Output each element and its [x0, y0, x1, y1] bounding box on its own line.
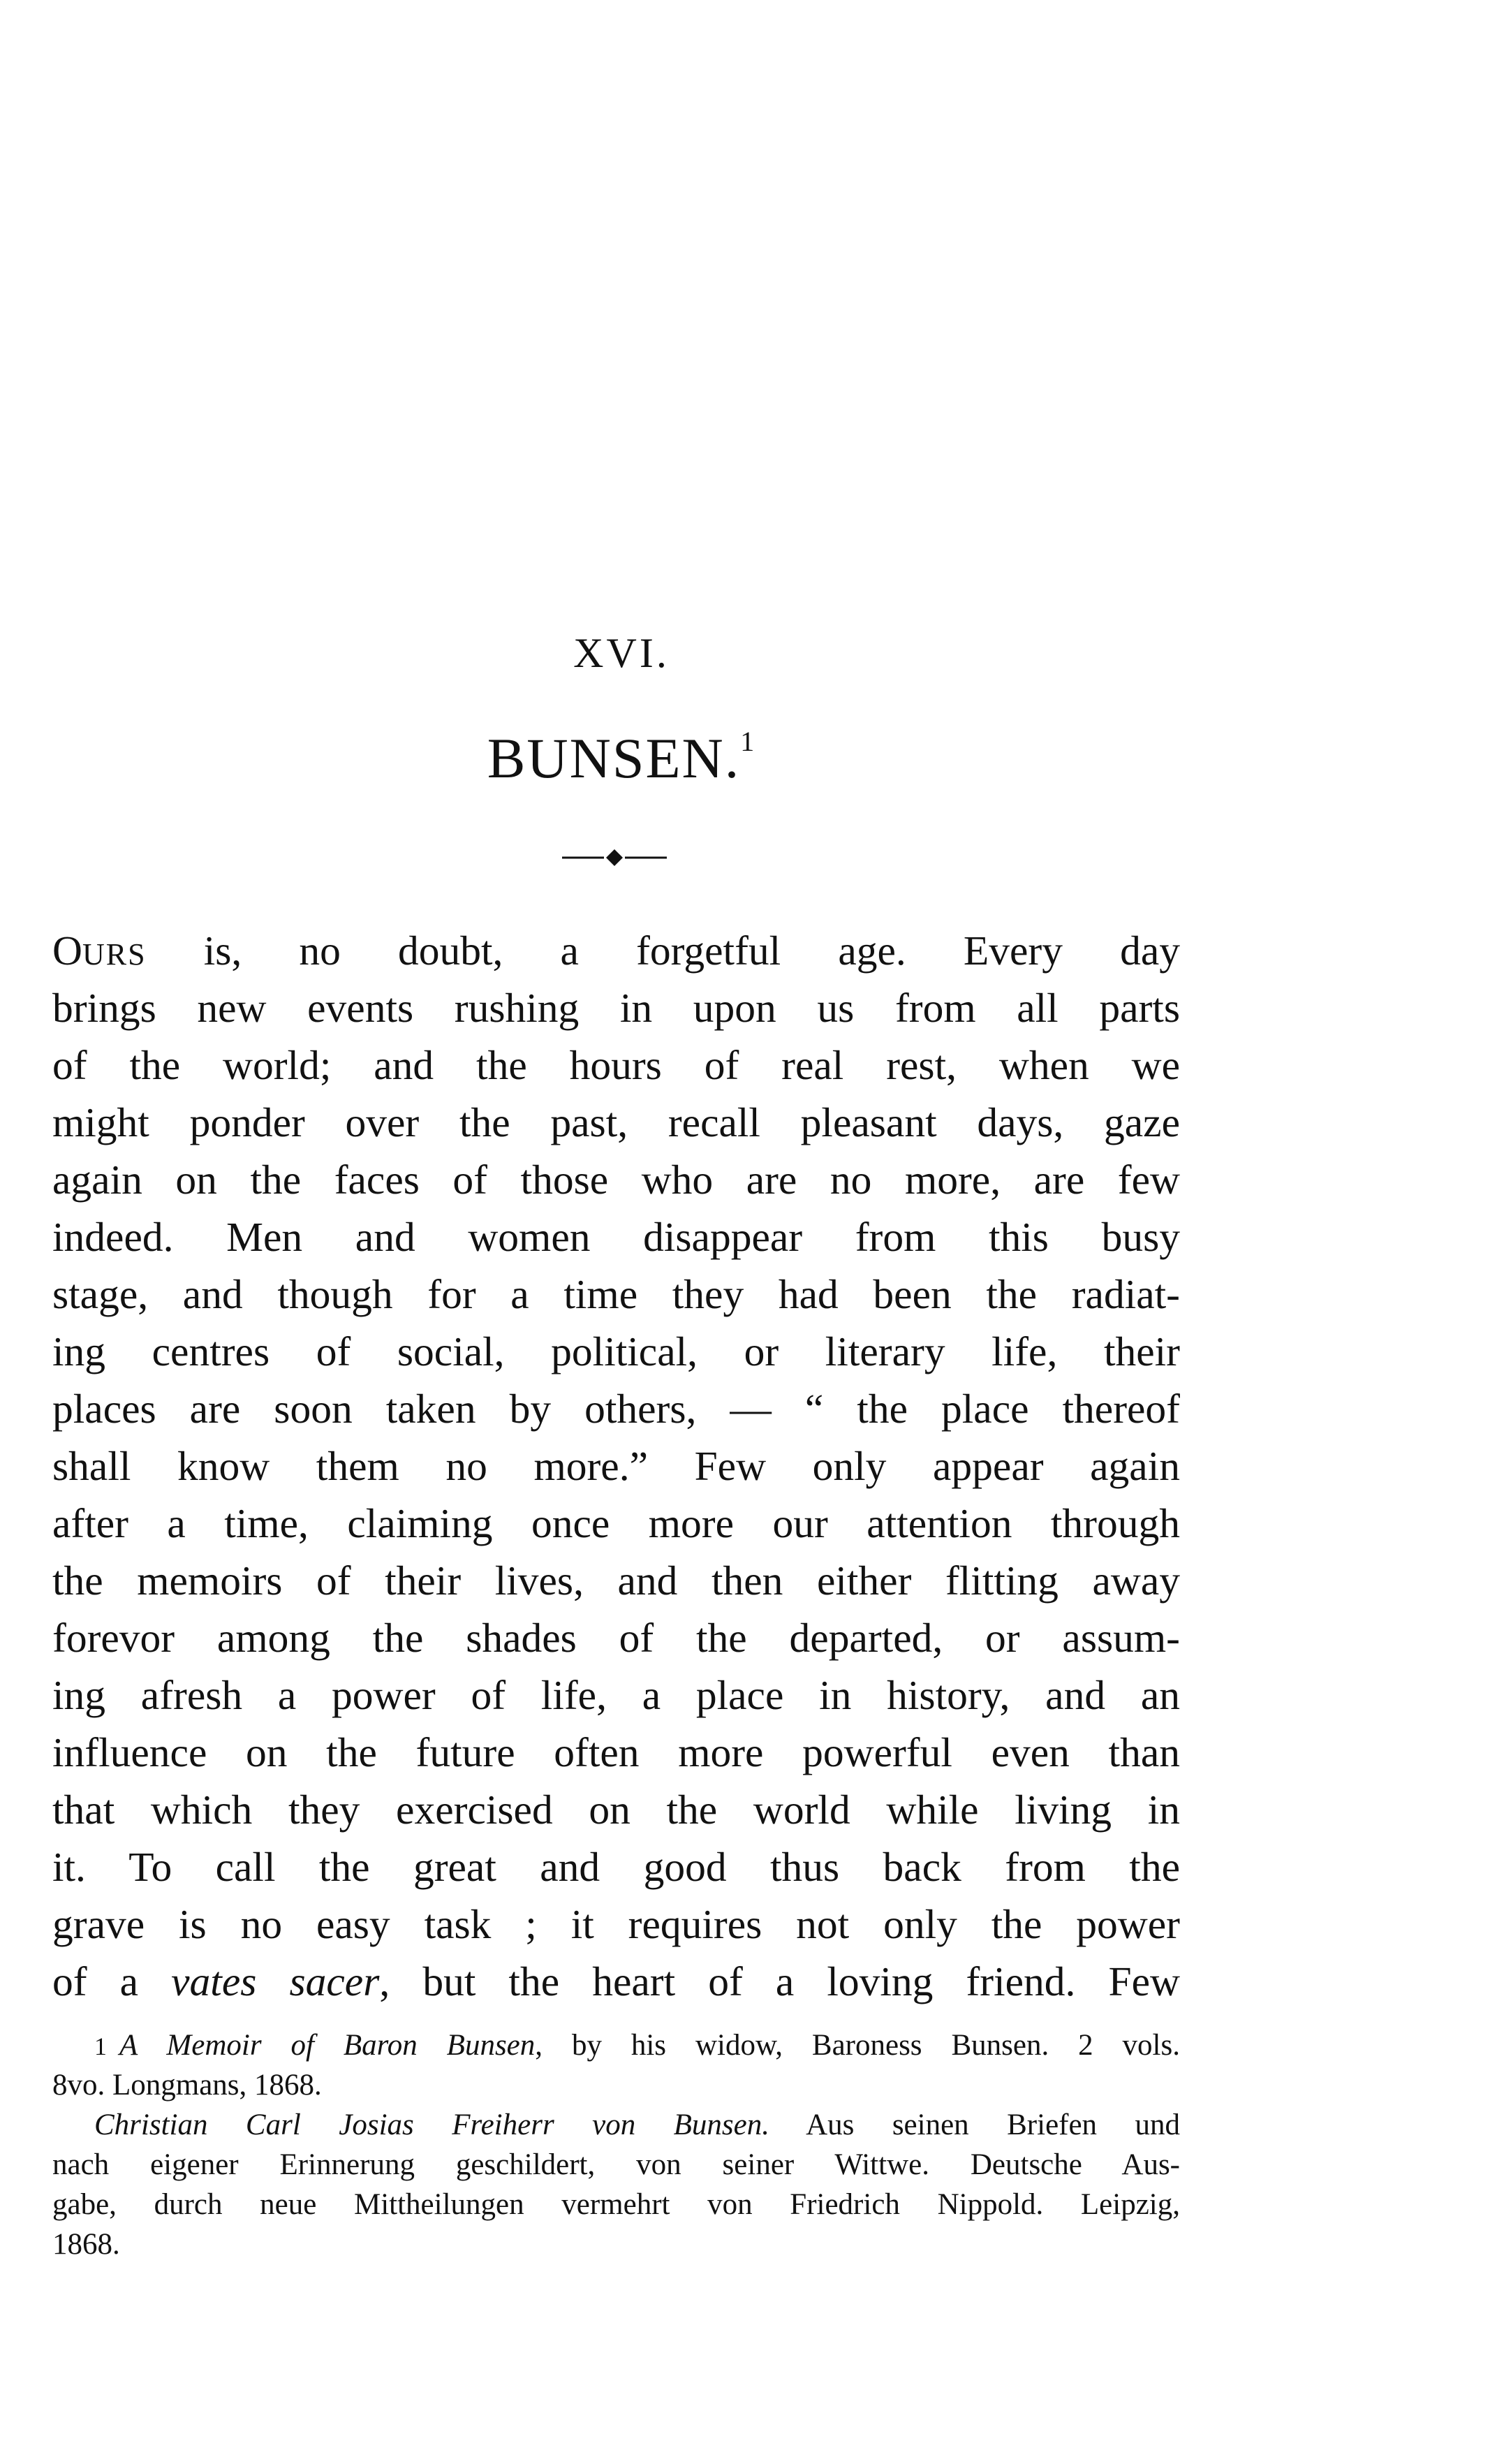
footnote-1-rest: , by his widow, Baroness Bunsen. 2 vols. — [535, 2029, 1180, 2062]
body-line-18: grave is no easy task ; it requires not only the power — [52, 1901, 1180, 1947]
body-line-15: influence on the future often more powerful even than — [52, 1729, 1180, 1775]
chapter-title — [0, 726, 1243, 790]
body-line-19 — [52, 1953, 1180, 2010]
body-line-3: of the world; and the hours of real rest, when we — [52, 1042, 1180, 1088]
body-line-10: shall know them no more.” Few only appear again — [52, 1443, 1180, 1489]
footnote-2-title: Christian Carl Josias Freiherr von Bunsen. — [94, 2109, 770, 2141]
footnote-reference: 1 — [740, 726, 756, 757]
body-line-4: might ponder over the past, recall pleasant days, gaze — [52, 1099, 1180, 1145]
footnote-1-line-2: 8vo. Longmans, 1868. — [52, 2069, 322, 2102]
smallcaps-word: URS — [82, 937, 147, 971]
body-line-12: the memoirs of their lives, and then either flitting away — [52, 1557, 1180, 1604]
body-line-19-start: of a — [52, 1958, 172, 2004]
body-line-16: that which they exercised on the world while living in — [52, 1787, 1180, 1833]
body-line-14: ing afresh a power of life, a place in history, and an — [52, 1672, 1180, 1718]
latin-phrase: vates sacer — [171, 1958, 380, 2004]
footnote-2-line-1 — [52, 2105, 1180, 2145]
body-line-8: ing centres of social, political, or literary life, their — [52, 1328, 1180, 1374]
footnotes — [52, 2025, 1180, 2264]
body-line-2: brings new events rushing in upon us from all parts — [52, 985, 1180, 1031]
body-line-7: stage, and though for a time they had been the radiat- — [52, 1271, 1180, 1317]
footnote-2-line-3: gabe, durch neue Mittheilungen vermehrt von Friedrich Nippold. Leipzig, — [52, 2188, 1180, 2221]
body-line-1 — [52, 922, 1180, 979]
footnote-1-title: A Memoir of Baron Bunsen — [119, 2029, 536, 2062]
chapter-title-text: BUNSEN. — [487, 726, 741, 790]
body-line-5: again on the faces of those who are no more, are few — [52, 1157, 1180, 1203]
body-line-1-rest: is, no doubt, a forgetful age. Every day — [146, 927, 1180, 974]
body-text — [52, 922, 1180, 2010]
body-line-19-end: , but the heart of a loving friend. Few — [379, 1958, 1180, 2004]
ornament-divider — [562, 847, 667, 868]
body-line-6: indeed. Men and women disappear from this busy — [52, 1214, 1180, 1260]
footnote-1-line-1 — [52, 2025, 1180, 2065]
body-line-11: after a time, claiming once more our attention through — [52, 1500, 1180, 1546]
chapter-number: XVI. — [573, 630, 670, 676]
ornament-diamond — [606, 849, 623, 866]
body-line-9: places are soon taken by others, — “ the place thereof — [52, 1386, 1180, 1432]
body-line-13: forevor among the shades of the departed, or assum- — [52, 1615, 1180, 1661]
footnote-2-line-2: nach eigener Erinnerung geschildert, von seiner Wittwe. Deutsche Aus- — [52, 2148, 1180, 2181]
dropcap-initial: O — [52, 927, 82, 974]
footnote-2-line-4: 1868. — [52, 2228, 120, 2261]
footnote-2-rest: Aus seinen Briefen und — [769, 2109, 1181, 2141]
footnote-marker: 1 — [94, 2032, 107, 2060]
body-line-17: it. To call the great and good thus back from the — [52, 1844, 1180, 1890]
